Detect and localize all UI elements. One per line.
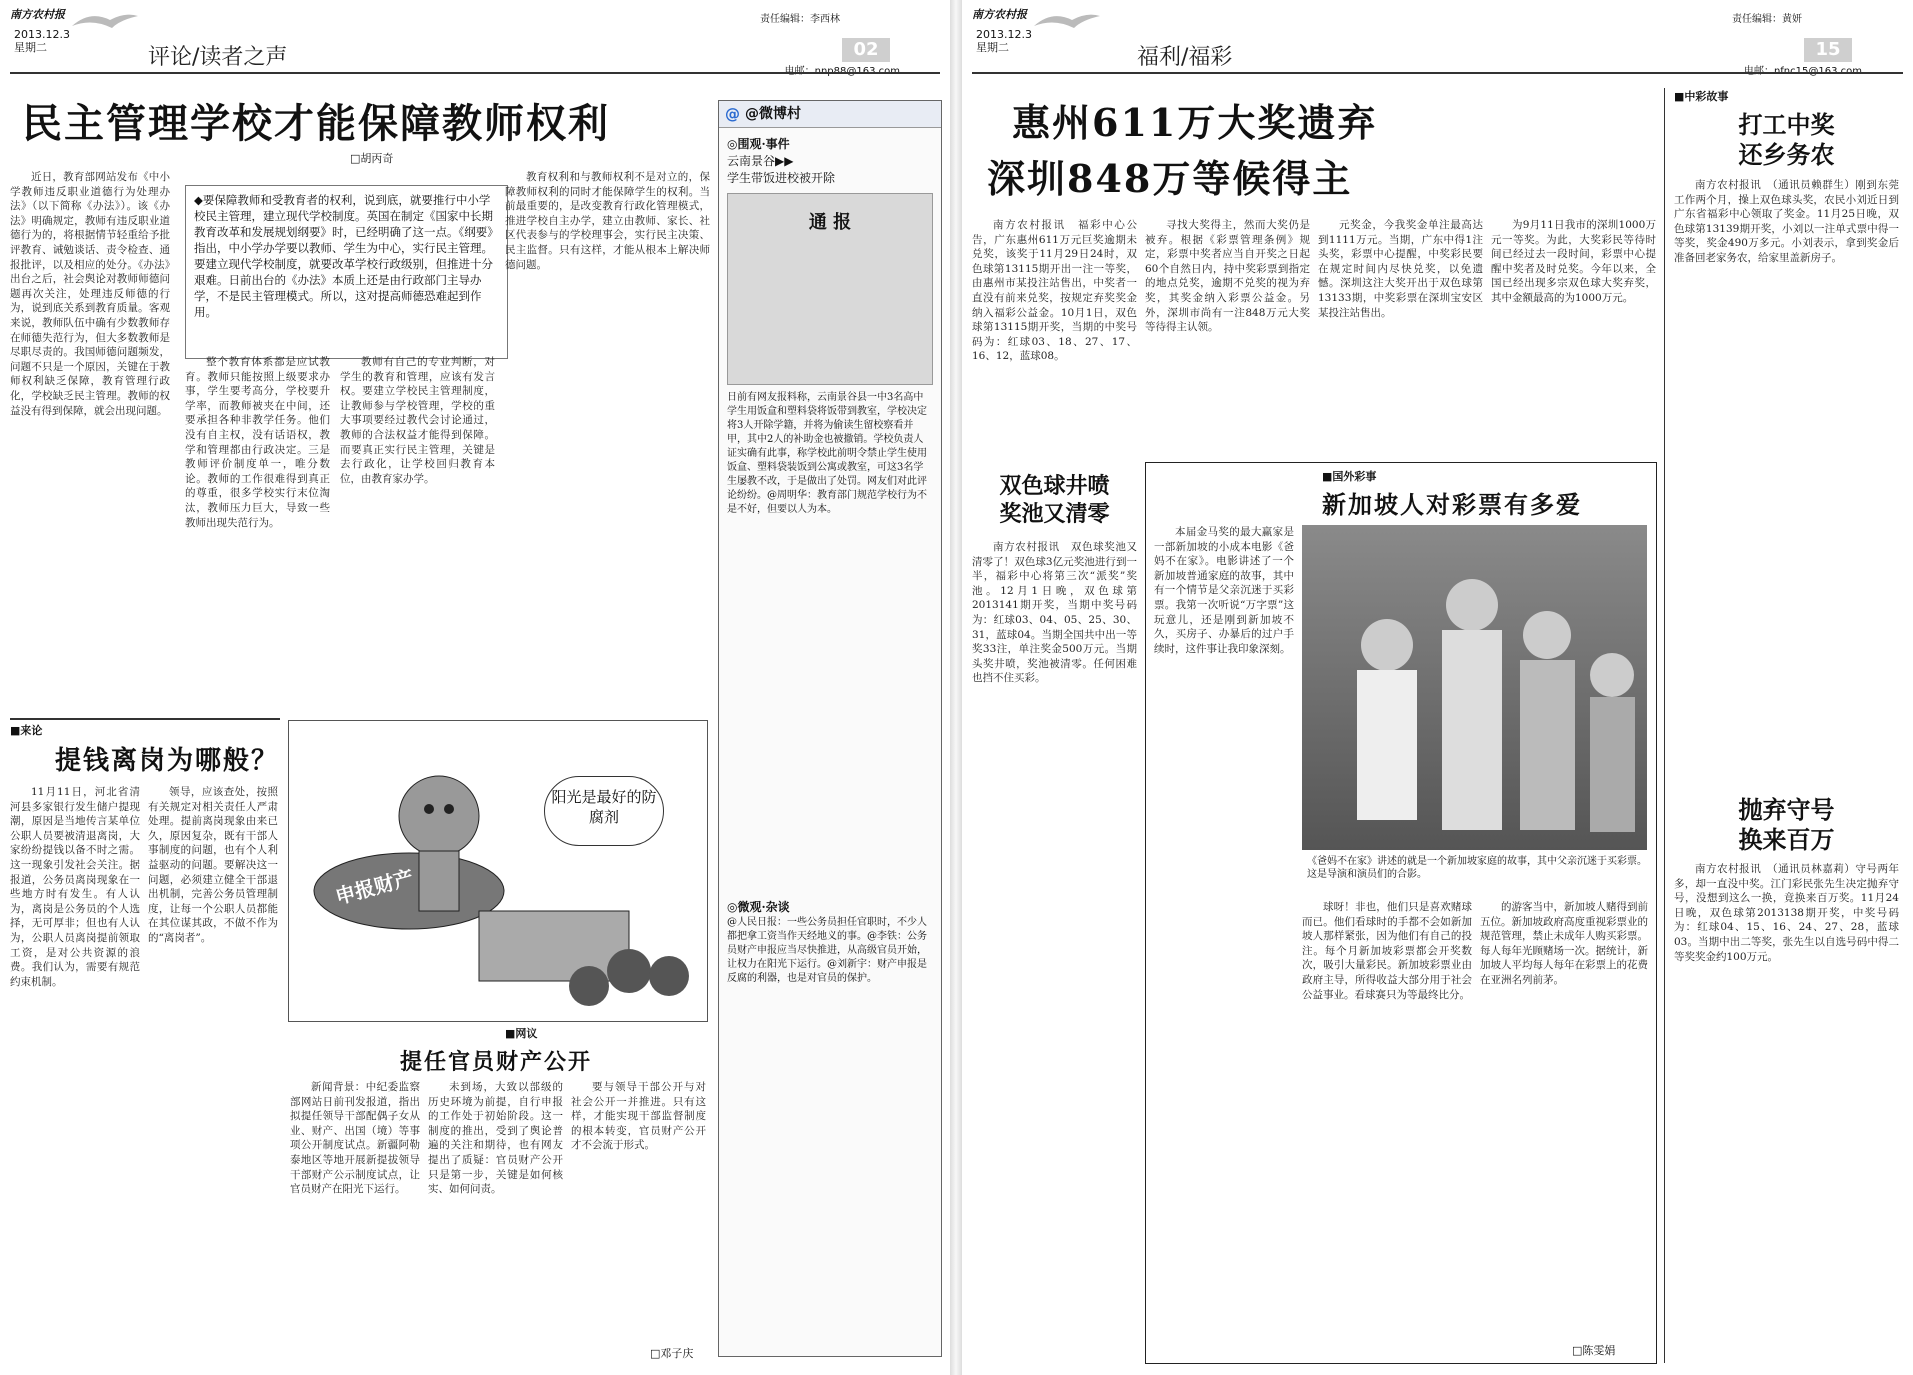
main-article-col-2 [185,355,330,710]
article-text: 未到场，大致以部级的历史环境为前提，自行申报的工作处于初始阶段。这一制度的推出，受到了舆论普遍的关注和期待，也有网友提出了质疑：官员财产公开只是第一步，关键是如何核实、如何问责。 [428,1081,563,1196]
main-headline-2: 深圳848万等候得主 [987,156,1353,201]
article-text: 领导，应该查处，按照有关规定对相关责任人严肃处理。提前离岗现象由来已久，原因复杂，既有干部人事制度的问题，也有个人利益驱动的问题。要解决这一问题，必须建立健全干部退出机制，完善公务员管理制度，让每一个公职人员都能在其位谋其政，不做不作为的“离岗者”。 [148,786,278,944]
weibo-header [719,101,941,128]
main-headline-1: 惠州611万大奖遗弃 [1012,100,1378,145]
article-text: 11月11日，河北省清河县多家银行发生储户提现潮，原因是当地传言某单位公职人员要被清退离岗，大家纷纷提钱以备不时之需。这一现象引发社会关注。据报道，公务员离岗现象在一些地方时有发生。有人认为，离岗是公务员的个人选择，无可厚非；但也有人认为，公职人员离岗提前领取工资，是对公共资源的浪费。我们认为，需要有规范约束机制。 [10,786,140,988]
article-text: 本届金马奖的最大赢家是一部新加坡的小成本电影《爸妈不在家》。电影讲述了一个新加坡普通家庭的故事，其中有一个情节是父亲沉迷于买彩票。我第一次听说“万字票”这玩意儿，还是刚到新加坡不久，买房子、办暴后的过户手续时，这件事让我印象深刻。 [1154,526,1294,655]
shuangse-headline-2: 奖池又清零 [999,501,1110,527]
issue-meta [976,28,1032,54]
photo-caption: 《爸妈不在家》讲述的就是一个新加坡家庭的故事，其中父亲沉迷于买彩票。这是导演和演员们的合影。 [1307,856,1647,880]
section-rule [10,718,280,720]
weibo-label: @微博村 [745,106,801,122]
article-text: 的游客当中，新加坡人赌得到前五位。新加坡政府高度重视彩票业的规范管理，禁止未成年人购买彩票。每人每年光顾赌场一次。据统计，新加坡人平均每人每年在彩票上的花费在亚洲名列前茅。 [1480,901,1648,986]
issue-date: 2013.12.3 [976,28,1032,41]
singapore-byline: □陈雯娟 [1572,1344,1616,1357]
sidebar-headline-1b: 还乡务农 [1738,140,1835,169]
guanyuan-col-2 [428,1080,563,1360]
main-article-col-4 [1491,218,1656,458]
masthead-rule [10,72,940,74]
guanyuan-tag: ■网议 [505,1027,538,1040]
tixian-tag: ■来论 [10,724,43,737]
guanyuan-col-3 [571,1080,706,1340]
cartoon-bubble: 阳光是最好的防腐剂 [544,776,664,846]
shuangse-headline-1: 双色球井喷 [999,473,1110,499]
article-text: 寻找大奖得主，然而大奖仍是被弃。根据《彩票管理条例》规定，彩票中奖者应当自开奖之日起60个自然日内，持中奖彩票到指定的地点兑奖，逾期不兑奖的视为弃奖，其奖金纳入彩票公益金。另外，深圳市尚有一注848万元大奖等待得主认领。 [1145,219,1310,334]
article-text: 南方农村报讯 双色球奖池又清零了！双色球3亿元奖池进行到一半，福彩中心将第三次“派奖”奖池。12月1日晚，双色球第2013141期开奖，当期中奖号码为：红球03、04、05、25、30、31，蓝球04。当期全国共中出一等奖33注，单注奖金500万元。当期头奖井喷，奖池被清零。任何困难也挡不住买彩。 [972,541,1137,685]
weibo-item-location: 云南景谷▶▶ [727,154,794,168]
guanyuan-headline: 提任官员财产公开 [400,1049,593,1075]
tixian-col-2 [148,785,278,1360]
article-text: 要与领导干部公开与对社会公开一并推进。只有这样，才能实现干部监督制度的根本转变，官员财产公开才不会流于形式。 [571,1081,706,1152]
issue-weekday: 星期二 [976,41,1009,54]
bird-logo-icon [70,6,140,36]
guanyuan-col-1 [290,1080,420,1360]
editor-email: 电邮：nfnc15@163.com [1743,66,1862,77]
page-number: 02 [842,38,890,62]
article-text: 南方农村报讯 （通讯员赖群生）刚到东莞工作两个月，操上双色球头奖，农民小刘近日到广东省福彩中心领取了奖金。11月25日晚，双色球第13139期开奖，小刘以一注单式票中得一等奖，奖金490万多元。小刘表示，拿到奖金后准备回老家务农，给家里盖新房子。 [1674,179,1899,264]
sidebar-headline-1a: 打工中奖 [1738,110,1835,139]
singapore-headline: 新加坡人对彩票有多爱 [1322,490,1582,519]
guanyuan-byline: □邓子庆 [650,1347,694,1360]
article-text: 教师有自己的专业判断，对学生的教育和管理，应该有发言权。要建立学校民主管理制度，让教师参与学校管理，学校的重大事项要经过教代会讨论通过，教师的合法权益才能得到保障。而要真正实行民主管理，关键是去行政化，让学校回归教育本位，由教育家办学。 [340,356,495,485]
page-right [962,0,1913,1375]
weibo-sidebar [718,100,942,1357]
family-photo-figures [1302,525,1647,850]
article-text: 南方农村报讯 （通讯员林嘉莉）守号两年多，却一直没中奖。江门彩民张先生决定抛弃守号，没想到这么一换，竟换来百万奖。11月24日晚，双色球第2013138期开奖，中奖号码为：红球04、15、16、24、27、28，蓝球03。当期中出二等奖，张先生以自选号码中得二等奖奖金约100万元。 [1674,863,1899,963]
article-text: 为9月11日我市的深圳1000万元一等奖。为此，大奖彩民等待时间已经过去一段时间，彩票中心提醒中奖者及时兑奖。今年以来，全国已经出现多宗双色球大奖弃奖，其中金额最高的为1000万元。 [1491,219,1656,304]
sidebar-headline-2a: 抛弃守号 [1738,795,1835,824]
sidebar-divider [1664,88,1665,1363]
editor-credit: 责任编辑：黄妍 [1732,14,1802,25]
notice-title: 通 报 [808,212,852,233]
tixian-headline: 提钱离岗为哪般？ [55,746,280,776]
article-text: 新闻背景：中纪委监察部网站日前刊发报道，指出拟提任领导干部配偶子女从业、财产、出国（境）等事项公开制度试点。新疆阿勒泰地区等地开展新提拔领导干部财产公示制度试点，让官员财产在阳光下运行。 [290,1081,420,1196]
main-article-col-3 [1318,218,1483,458]
issue-date: 2013.12.3 [14,28,70,41]
newspaper-logo: 南方农村报 [10,8,65,21]
singapore-col-2 [1302,900,1472,1355]
cartoon-illustration [288,720,708,1022]
singapore-col-3 [1480,900,1648,1340]
issue-meta [14,28,70,54]
sidebar-body-1 [1674,178,1899,778]
article-text: 南方农村报讯 福彩中心公告，广东惠州611万元巨奖逾期未兑奖，该奖于11月29日24时，双色球第13115期开出一注一等奖，由惠州市某投注站售出，中奖者一直没有前来兑奖，按规定弃奖奖金纳入福彩公益金。10月1日，双色球第13115期开奖，当期的中奖号码为：红球03、18、27、17、16、12，蓝球08。 [972,219,1137,363]
notice-image [727,193,933,385]
article-text: 近日，教育部网站发布《中小学教师违反职业道德行为处理办法》（以下简称《办法》）。该《办法》明确规定，教师有违反职业道德行为的，将根据情节轻重给予批评教育、诫勉谈话、责令检查、通报批评，以及相应的处分。《办法》出台之后，社会舆论对教师师德问题再次关注，处理违反师德的行为，说到底关系到教育质量。客观来说，教师队伍中确有少数教师存在师德失范行为，但大多数教师是尽职尽责的。我国师德问题频发，问题不只是一个原因，关键在于教师权利缺乏保障，教育管理行政化，学校缺乏民主管理。教师的权益没有得到保障，就会出现问题。 [10,171,170,417]
weibo-body: 日前有网友报料称，云南景谷县一中3名高中学生用饭盒和塑料袋将饭带到教室，学校决定将3人开除学籍，并将为偷读生留校察看并甲，其中2人的补助金也被撤销。学校负责人证实确有此事，称学校此前明令禁止学生使用饭盒、塑料袋装饭到公寓或教室，可这3名学生屡教不改，于是做出了处罚。网友们对此评论纷纷。@周明华：教育部门规范学校行为不是不好，但要以人为本。 [727,392,927,515]
article-text: 整个教育体系都是应试教育。教师只能按照上级要求办事，学生要考高分，学校要升学率，而教师被夹在中间，还要承担各种非教学任务。他们没有自主权，没有话语权，教学和管理都由行政决定。三是教师评价制度单一，唯分数论。教师的工作很难得到真正的尊重，很多学校实行末位淘汰，教师压力巨大，导致一些教师出现失范行为。 [185,356,330,529]
main-article-col-4 [505,170,710,710]
main-byline: □胡丙奇 [350,152,394,165]
sidebar-body-2 [1674,862,1899,1357]
bird-logo-icon [1032,6,1102,36]
weibo-section-talk: ◎微观·杂谈 [727,900,790,914]
tixian-col-1 [10,785,140,1360]
singapore-tag: ■国外彩事 [1322,470,1377,483]
shuangse-headline [972,472,1137,528]
sidebar-tag: ■中彩故事 [1674,90,1729,103]
weibo-events [719,128,941,1296]
article-text: 教育权利和与教师权利不是对立的，保障教师权利的同时才能保障学生的权利。当前最重要的，是改变教育行政化管理模式，推进学校自主办学，建立由教师、家长、社区代表参与的学校理事会，实行民主决策、民主监督。只有这样，才能从根本上解决师德问题。 [505,171,710,271]
main-article-col-2 [1145,218,1310,458]
main-headline: 民主管理学校才能保障教师权利 [22,100,610,147]
cartoon-label: 申报财产 [332,865,417,909]
main-article-col-3 [340,355,495,710]
sidebar-headline-1 [1674,110,1899,170]
sidebar-headline-2 [1674,795,1899,855]
weibo-item-title: 学生带饭进校被开除 [727,171,836,185]
editor-credit: 责任编辑：李西林 [760,14,840,25]
section-title: 福利/福彩 [1137,45,1233,70]
issue-weekday: 星期二 [14,41,47,54]
lead-summary-box: ◆要保障教师和受教育者的权利，说到底，就要推行中小学校民主管理，建立现代学校制度。英国在制定《国家中长期教育改革和发展规划纲要》时，已经明确了这一点。《纲要》指出，中小学办学要以教师、学生为中心，实行民主管理。要建立现代学校制度，就要改革学校行政级别，但推进十分艰难。日前出台的《办法》本质上还是由行政部门主导办学，不是民主管理模式。所以，这对提高师德恐难起到作用。 [185,185,508,359]
page-spine [950,0,962,1375]
masthead-left [10,6,940,77]
masthead-rule [972,72,1903,74]
page-left [0,0,950,1375]
at-icon: @ [725,105,740,123]
main-article-col-1 [10,170,170,710]
family-photo [1302,525,1647,850]
page-number: 15 [1804,38,1852,62]
article-text: 元奖金，今我奖金单注最高达到1111万元。当期，广东中得1注头奖，彩票中心提醒，中奖彩民要在规定时间内尽快兑奖，以免遗憾。深圳这注大奖开出于双色球第13133期，中奖彩票在深圳宝安区某投注站售出。 [1318,219,1483,319]
masthead-right [972,6,1902,77]
cartoon-drawing [289,721,707,1021]
section-title: 评论/读者之声 [148,45,288,70]
weibo-section-events: ◎围观·事件 [727,137,790,151]
shuangse-body [972,540,1137,1360]
weibo-body-2: @人民日报：一些公务员担任官职时，不少人都把拿工资当作天经地义的事。@李铁：公务员财产申报应当尽快推进，从高级官员开始，让权力在阳光下运行。@刘新宇：财产申报是反腐的利器，也是对官员的保护。 [727,917,927,984]
singapore-col-1 [1154,525,1294,1355]
main-article-col-1 [972,218,1137,458]
sidebar-headline-2b: 换来百万 [1738,825,1835,854]
newspaper-logo: 南方农村报 [972,8,1027,21]
editor-email: 电邮：nnp88@163.com [784,66,900,77]
article-text: 球呀！非也，他们只是喜欢赌球而已。他们看球时的手都不会如新加坡人那样紧张，因为他们有自己的投注。每个月新加坡彩票都会开奖数次，吸引大量彩民。新加坡彩票业由政府主导，所得收益大部分用于社会公益事业。看球赛只为等最终比分。 [1302,901,1472,1001]
